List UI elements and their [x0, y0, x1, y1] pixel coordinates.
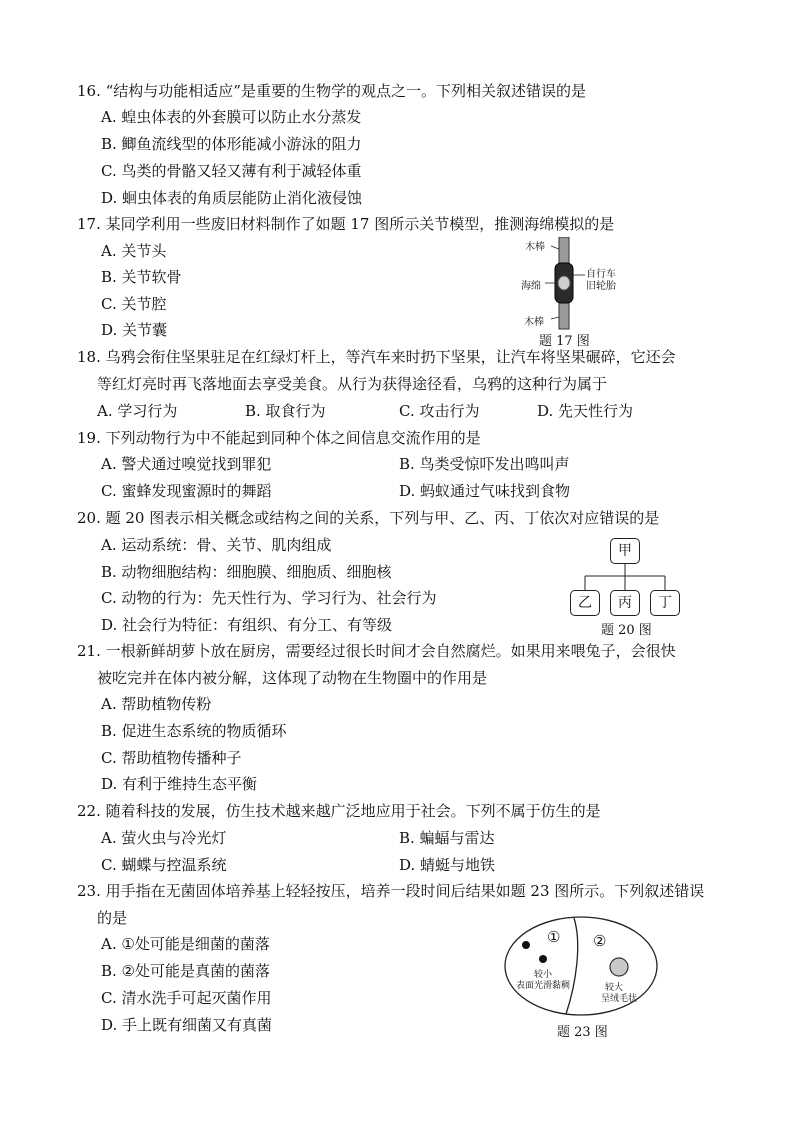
fig23-colony-small-1 — [522, 941, 530, 949]
fig23-colony-small-2 — [539, 955, 547, 963]
q20-stem: 20. 题 20 图表示相关概念或结构之间的关系，下列与甲、乙、丙、丁依次对应错误的是 — [77, 509, 660, 527]
q21-stem: 21. 一根新鲜胡萝卜放在厨房，需要经过很长时间才会自然腐烂。如果用来喂兔子，会很快 — [77, 642, 676, 660]
q19-stem: 19. 下列动物行为中不能起到同种个体之间信息交流作用的是 — [77, 429, 481, 447]
fig23-region-2: ② — [593, 932, 607, 950]
fig17-label-tire-1: 自行车 — [586, 269, 616, 280]
fig23-region-1: ① — [547, 928, 561, 946]
q20-option-a: A. 运动系统：骨、关节、肌肉组成 — [101, 536, 332, 554]
q20-option-c: C. 动物的行为：先天性行为、学习行为、社会行为 — [101, 589, 437, 607]
q18-stem: 18. 乌鸦会衔住坚果驻足在红绿灯杆上，等汽车来时扔下坚果，让汽车将坚果碾碎，它还会 — [77, 348, 676, 366]
q18-option-d: D. 先天性行为 — [537, 402, 634, 420]
q19-option-c: C. 蜜蜂发现蜜源时的舞蹈 — [101, 482, 272, 500]
q23-stem: 23. 用手指在无菌固体培养基上轻轻按压，培养一段时间后结果如题 23 图所示。下列叙述错误 — [77, 882, 705, 900]
q21-option-d: D. 有利于维持生态平衡 — [101, 775, 258, 793]
q18-option-b: B. 取食行为 — [245, 402, 326, 420]
q21-option-c: C. 帮助植物传播种子 — [101, 749, 242, 767]
fig20-node-yi: 乙 — [570, 590, 600, 616]
q22-stem: 22. 随着科技的发展，仿生技术越来越广泛地应用于社会。下列不属于仿生的是 — [77, 802, 601, 820]
fig17-caption: 题 17 图 — [539, 334, 590, 349]
q21-option-a: A. 帮助植物传粉 — [101, 695, 212, 713]
q16-stem: 16. “结构与功能相适应”是重要的生物学的观点之一。下列相关叙述错误的是 — [77, 82, 586, 100]
q20-option-b: B. 动物细胞结构：细胞膜、细胞质、细胞核 — [101, 563, 392, 581]
fig17-label-bottom: 木棒 — [524, 317, 544, 328]
q22-option-d: D. 蜻蜓与地铁 — [399, 856, 496, 874]
q22-option-c: C. 蝴蝶与控温系统 — [101, 856, 227, 874]
q16-option-d: D. 蛔虫体表的角质层能防止消化液侵蚀 — [101, 189, 363, 207]
q17-stem: 17. 某同学利用一些废旧材料制作了如题 17 图所示关节模型，推测海绵模拟的是 — [77, 215, 615, 233]
q17-option-b: B. 关节软骨 — [101, 268, 182, 286]
q22-option-b: B. 蝙蝠与雷达 — [399, 829, 495, 847]
fig17-label-top: 木棒 — [525, 242, 545, 253]
fig20-node-ding: 丁 — [650, 590, 680, 616]
fig20-node-jia: 甲 — [610, 538, 640, 564]
q16-option-c: C. 鸟类的骨骼又轻又薄有利于减轻体重 — [101, 162, 362, 180]
q23-option-c: C. 清水洗手可起灭菌作用 — [101, 989, 272, 1007]
fig20-diagram — [568, 536, 688, 616]
fig17-label-sponge: 海绵 — [521, 281, 541, 292]
q17-option-c: C. 关节腔 — [101, 295, 167, 313]
q19-option-b: B. 鸟类受惊吓发出鸣叫声 — [399, 455, 570, 473]
q20-option-d: D. 社会行为特征：有组织、有分工、有等级 — [101, 616, 393, 634]
q18-option-c: C. 攻击行为 — [399, 402, 480, 420]
q18-option-a: A. 学习行为 — [97, 402, 178, 420]
q23-option-d: D. 手上既有细菌又有真菌 — [101, 1016, 273, 1034]
q23-option-a: A. ①处可能是细菌的菌落 — [101, 935, 270, 953]
q21-option-b: B. 促进生态系统的物质循环 — [101, 722, 287, 740]
fig23-note-1a: 较小 — [534, 970, 553, 980]
q19-option-d: D. 蚂蚁通过气味找到食物 — [399, 482, 571, 500]
q22-option-a: A. 萤火虫与冷光灯 — [101, 829, 227, 847]
q17-option-d: D. 关节囊 — [101, 321, 168, 339]
fig20-caption: 题 20 图 — [601, 623, 652, 638]
q19-option-a: A. 警犬通过嗅觉找到罪犯 — [101, 455, 272, 473]
fig23-colony-large — [610, 958, 628, 976]
fig20-node-bing: 丙 — [610, 590, 640, 616]
q18-stem-cont: 等红灯亮时再飞落地面去享受美食。从行为获得途径看，乌鸦的这种行为属于 — [97, 375, 608, 393]
q23-option-b: B. ②处可能是真菌的菌落 — [101, 962, 271, 980]
fig17-joint-model — [515, 237, 625, 332]
q16-option-a: A. 蝗虫体表的外套膜可以防止水分蒸发 — [101, 108, 362, 126]
fig23-note-1b: 表面光滑黏稠 — [516, 981, 571, 991]
fig23-note-2a: 较大 — [605, 983, 624, 993]
q16-option-b: B. 鲫鱼流线型的体形能减小游泳的阻力 — [101, 135, 362, 153]
fig23-note-2b: 呈绒毛状 — [601, 994, 638, 1004]
fig17-label-tire-2: 旧轮胎 — [586, 281, 616, 292]
q21-stem-cont: 被吃完并在体内被分解，这体现了动物在生物圈中的作用是 — [97, 669, 488, 687]
fig23-caption: 题 23 图 — [557, 1025, 608, 1040]
q17-option-a: A. 关节头 — [101, 242, 167, 260]
q23-stem-cont: 的是 — [97, 909, 128, 927]
fig23-petri-dish — [502, 914, 660, 1018]
